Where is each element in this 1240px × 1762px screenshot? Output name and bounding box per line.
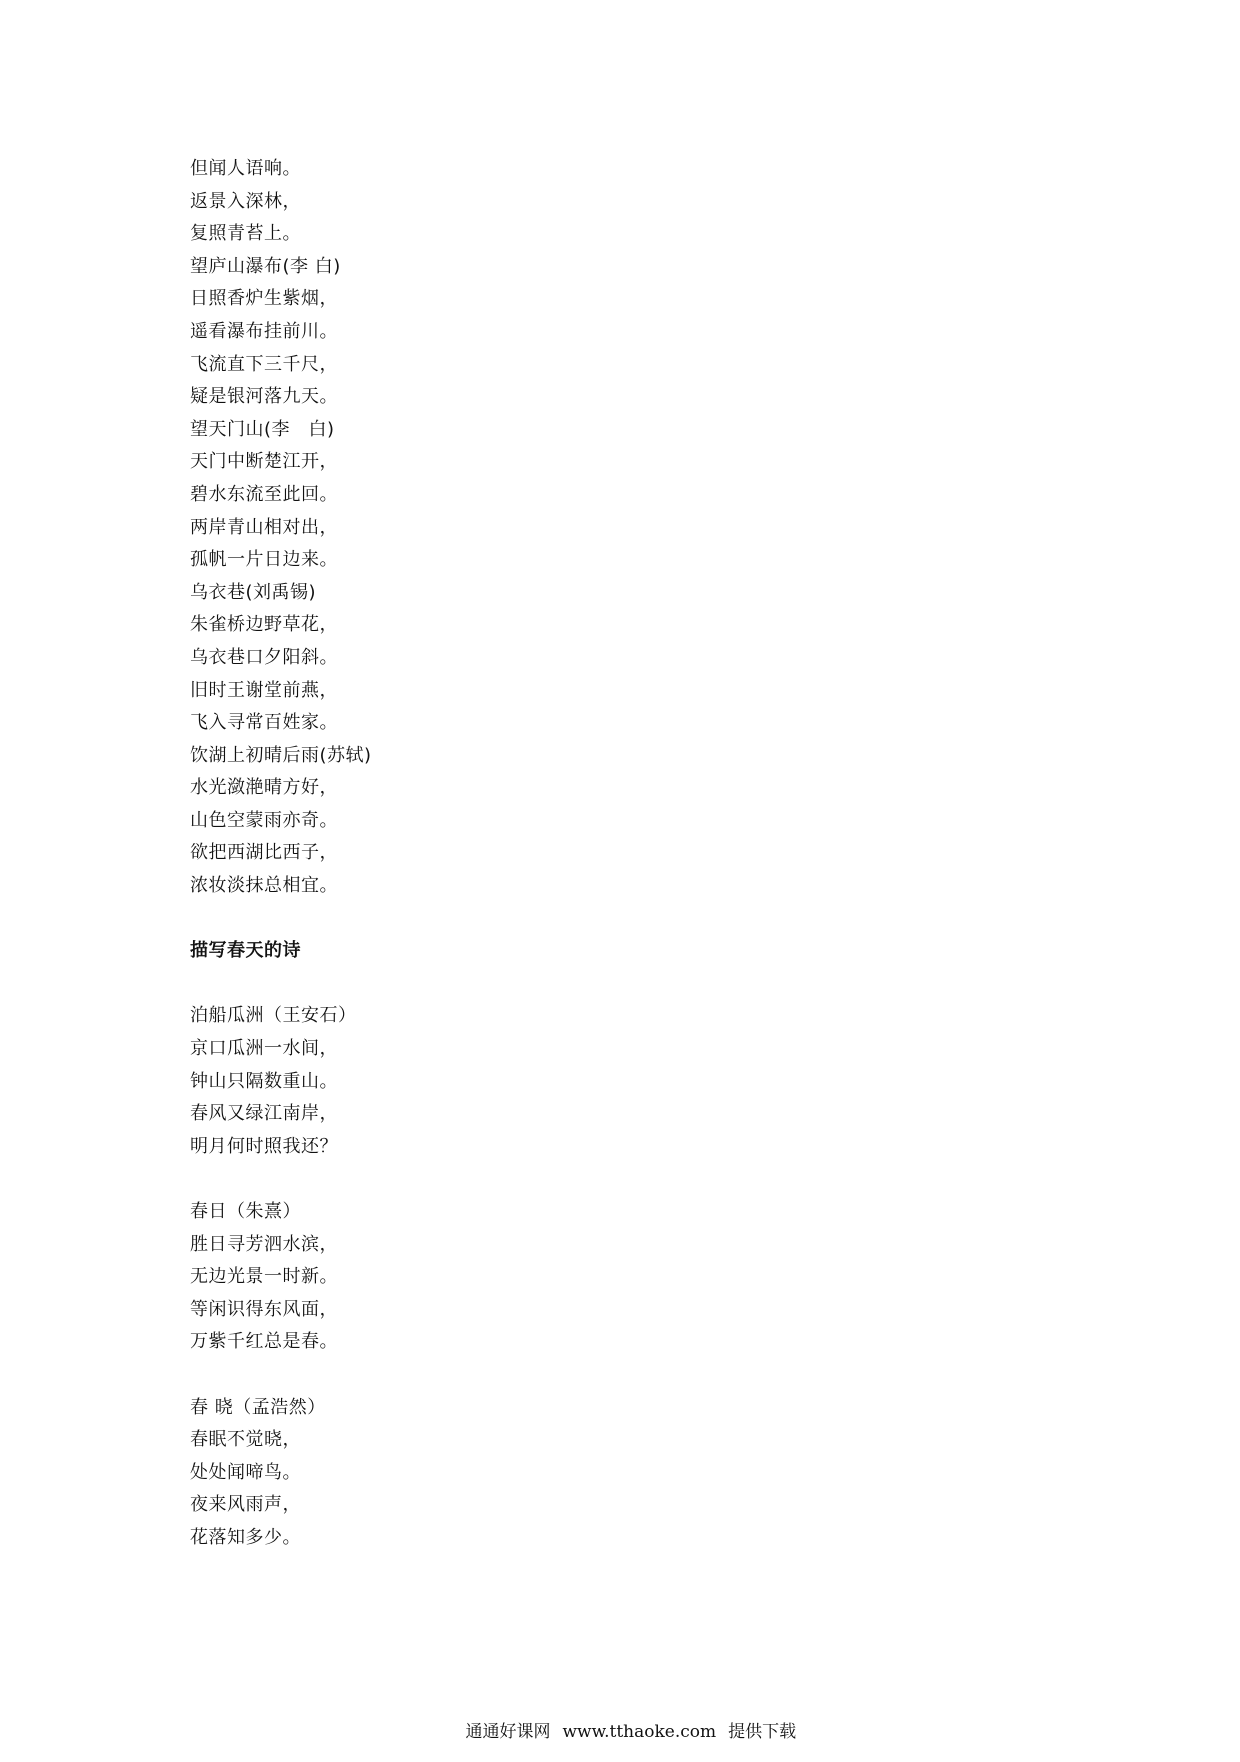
- footer-url[interactable]: www.tthaoke.com: [562, 1722, 717, 1742]
- poem-line: 孤帆一片日边来。: [190, 549, 338, 571]
- poem-line: 欲把西湖比西子，: [190, 842, 338, 864]
- footer-site-name: 通通好课网: [465, 1722, 551, 1742]
- spacer: [190, 968, 810, 1001]
- poem-content: [190, 153, 810, 1555]
- poem-line: 春眠不觉晓，: [190, 1429, 301, 1451]
- poem-title: 望庐山瀑布(李 白): [190, 255, 341, 277]
- poem-line: 疑是银河落九天。: [190, 386, 338, 408]
- footer-suffix: 提供下载: [728, 1722, 797, 1742]
- poem-line: 飞入寻常百姓家。: [190, 712, 338, 734]
- poem-line: 钟山只隔数重山。: [190, 1070, 338, 1092]
- spacer: [190, 903, 810, 936]
- poem-line: 碧水东流至此回。: [190, 483, 338, 505]
- poem-line: 花落知多少。: [190, 1526, 301, 1548]
- poem-line: 遥看瀑布挂前川。: [190, 320, 338, 342]
- poem-line: 浓妆淡抹总相宜。: [190, 875, 338, 897]
- poem-line: 处处闻啼鸟。: [190, 1461, 301, 1483]
- poem-line: 京口瓜洲一水间，: [190, 1038, 338, 1060]
- poem-line: 日照香炉生紫烟，: [190, 288, 338, 310]
- poem-line: 朱雀桥边野草花，: [190, 614, 338, 636]
- poem-title: 春日（朱熹）: [190, 1201, 301, 1222]
- poem-line: 复照青苔上。: [190, 223, 301, 245]
- spacer: [190, 1163, 810, 1196]
- page-footer: [0, 1697, 1240, 1762]
- poem-line: 两岸青山相对出，: [190, 516, 338, 538]
- poem-line: 水光潋滟晴方好，: [190, 777, 338, 799]
- poem-line: 明月何时照我还？: [190, 1135, 338, 1157]
- poem-line: 万紫千红总是春。: [190, 1331, 338, 1353]
- poem-line: 乌衣巷口夕阳斜。: [190, 646, 338, 668]
- poem-line: 夜来风雨声，: [190, 1494, 301, 1516]
- poem-line: 飞流直下三千尺，: [190, 353, 338, 375]
- poem-line: 旧时王谢堂前燕，: [190, 679, 338, 701]
- spacer: [190, 1359, 810, 1392]
- poem-line: 胜日寻芳泗水滨，: [190, 1233, 338, 1255]
- poem-line: 但闻人语响。: [190, 158, 301, 179]
- section-heading: 描写春天的诗: [190, 940, 301, 962]
- poem-title: 乌衣巷(刘禹锡): [190, 581, 317, 603]
- poem-title: 泊船瓜洲（王安石）: [190, 1005, 357, 1027]
- poem-title: 望天门山(李 白): [190, 418, 335, 440]
- poem-line: 等闲识得东风面，: [190, 1298, 338, 1320]
- poem-title: 饮湖上初晴后雨(苏轼): [190, 744, 372, 766]
- poem-title: 春 晓（孟浩然）: [190, 1396, 326, 1418]
- poem-line: 天门中断楚江开，: [190, 451, 338, 473]
- poem-line: 无边光景一时新。: [190, 1266, 338, 1288]
- poem-line: 山色空蒙雨亦奇。: [190, 809, 338, 831]
- poem-line: 返景入深林，: [190, 190, 301, 212]
- poem-line: 春风又绿江南岸，: [190, 1103, 338, 1125]
